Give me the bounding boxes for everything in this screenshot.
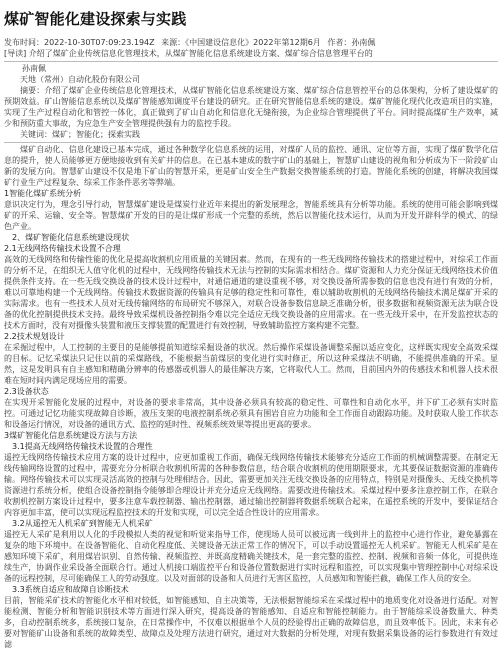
article-title: 煤矿智能化建设探索与实践 <box>4 10 187 28</box>
section-heading: 2.2技术规划设计 <box>4 332 65 341</box>
body-paragraph: 在采掘过程中，人工控制的主要目的是能够提前知道综采掘设备的状况。然后操作采煤设备调整采掘以适应变化，这样既实现安全高效采煤的目标。记忆采煤法只记住以前的采煤路线，不能根据当前煤层的变化进行实时修正，所以这种采煤法不明确，不能提供准确的开采。显然，这是发明具有自主感知和精确分辨率的传感器或机器人的最佳解决方案，它将取代人工。然而，目前国内外的传感技术和机器人技术很难在短时间内满足现场应用的需要。 <box>4 343 498 385</box>
body-paragraph: 遥控无线网络传输技术应用方案的设计过程中，应更加重视工作面，确保无线网络传输技术能够充分适应工作面的机械调整需要。在制定无线传输网络设置的过程中，需要充分分析联合收割机所需的各种参数信息，结合联合收割机的使用期限要求，尤其要保证数据资源的准确传输。网络传输技术可以实现灵活高效的控制与处理相结合。因此，需要更加关注无线交换设备的应用特点，特别是对摄像头、无线交换机等资源进行系统分析，使组合设备控制指令能够即合理设计并充分适应无线网络。需要改进传输技术。采煤过程中要多注意控制工作，在联合收割机控制方案设计过程中，要多注意车载控制器、输出控制器，通过输出控制器将数据系统联合起来，在遥控系统的开发中，要保证结合内容更加丰富，使可以实现远程监控技术的开发和实现，可以完全适合性设计的应用需求。 <box>4 453 498 517</box>
body-paragraph: 遥控无人采矿是利用以人化的手段模拟人类的视觉和听觉来指导工作，使现场人员可以被远离一线到井上的监控中心进行作业，避免暴露在复杂的地下环境中。在设备智能化、自动化程度低、关键设备无法正常工作的情况下，可以手动设置遥控无人机采矿。智能无人机采矿是在感知环境下采矿，利用煤岩识别、自然传输、视频监控、并既高度精确关键技术，是一套完整的监控、控制、视频和音频一体化，可提供连续生产，协调作业采设备全面联合行。通过人机接口端监控平台和设备位置数据进行实时远程和监控，可以实现集中管理控制中心对综采设备的远程控制，尽可能确保工人的劳动强度。以及对面部的设备和人员进行无害区监控，人员感知和智能拦截，确保工作人员的安全。 <box>4 530 498 583</box>
body-divider <box>4 142 498 143</box>
section-heading: 3.3系统自适应和故障自诊断技术 <box>12 585 129 594</box>
section-heading: 3.1提高无线网络传输技术设置的合理性 <box>12 442 153 451</box>
section-heading: 1智能化煤矿系统分析 <box>4 189 82 198</box>
author-affiliation: 天地（常州）自动化股份有限公司 <box>20 75 140 84</box>
body-paragraph: 意识决定行为，理念引导行动，智慧煤矿建设是煤炭行业近年来提出的新发展理念，智能系统具有分析等功能。系统的使用可能会影响到煤矿的开采、运输、安全等。智慧煤矿开发的目的是让煤矿形成一个完整的系统，然后以智能化技术运行，从而为开发开辟科学的模式、的绿色产业。 <box>4 200 498 231</box>
body-paragraph: 在实现开采智能化发展的过程中，对设备的要求非常高，其中设备必须具有较高的稳定性、可靠性和自动化水平，并下矿工必须有实时监控。可通过记忆功能实现故障自诊断，液压支架的电液控制系统必须具有围岩自应力功能和全工作面自动跟踪功能。及时获取人脸工作状态和设备运行情况，对设备的通讯方式、监控的延时性、视频系统效果等提出更高的要求。 <box>4 398 498 429</box>
article-source: 来源：《中国建设信息化》2022年第12期6月 <box>161 38 321 47</box>
summary-paragraph: 摘要：介绍了煤矿企业传统信息化管理技术，从煤矿智能化信息系统建设方案、煤矿综合信息管控平台的总体架构，分析了建设煤矿的预期效益。矿山智能信息系统以及煤矿智能感知调度平台建设的研究。正在研究智能信息系统的建设。煤矿智能化现代化改造项目的实施，实现了生产过程自动化和管控一体化，真正做到了矿山自动化和信息化无缝衔接，为企业综合管理提供了平台。同时提高煤矿生产效率，减少和预防重大事故，为应急生产安全管理提供强有力的监控手段。 <box>4 86 498 128</box>
section-heading: 3煤矿智能化信息系统建设方法与方法 <box>4 431 138 440</box>
section-heading: 2.1无线网络传输技术设置不合理 <box>4 244 121 253</box>
publish-time: 发布时间：2022-10-30T07:09:23.194Z <box>4 38 155 47</box>
document-page <box>0 9 502 650</box>
section-heading: 2、煤矿智能化信息系统建设现状 <box>12 233 130 242</box>
article-author: 作者：孙南佩 <box>327 38 376 47</box>
body-paragraph: 煤矿自动化、信息化建设已基本完成，通过各种数学化信息系统的运用，对煤矿人员的监控、通讯、定位等方面，实现了煤矿数学化信息的提升，使人员能够更方便地接收到有关矿井的信息。在已基本建成的数字矿山的基础上，智慧矿山建设的视角和分析成为下一阶段矿山新的发展方向。智慧矿山建设不仅是地下矿山的智慧开采，更是矿山安全生产数据交换智能系统的打造。智能化系统的创建，将解决我国煤矿行业生产过程复杂、综采工作条件恶劣等弊端。 <box>4 145 498 187</box>
article-meta <box>4 37 498 48</box>
author-name: 孙南佩 <box>22 64 46 73</box>
body-paragraph: 高效的无线网络和传输性能的优化是提高收割机应用质量的关键因素。然而，在现有的一些无线网络传输技术的搭建过程中，对综采工作面的分析不足，在组织无人值守化机的过程中，无线网络传输技术无法与控制的实际需求相结合。煤矿资源和人力充分保证无线网络技术价值提供条件支持。在一些无线交换设备的技术设计过程中，对通信通道的建设重视不够，对交换设备所需参数的信息也没有进行有效的分析，难以可靠地构建一个无线网络。传输技术数据资源的传输具有足够的稳定性和可靠性，难以辅助收割机的无线网络传输技术满足煤矿开采的实际需求。也有一些技术人员对无线传输网络的布局研究不够深入，对联合设备参数信息缺乏准确分析，很多数据和视频资源无法为联合设备的优化控制提供技术支持。最终导致采煤机设备控制指令难以完全适应无线交换设备的应用需求。在一些无线开采中，在开发监控状态的技术方面时，没有对摄像头装置和液压支撑装置的配置进行有效控制，导致辅助监控方案构建不完整。 <box>4 255 498 330</box>
section-heading: 3.2从遥控无人机采矿到智能无人机采矿 <box>12 519 153 528</box>
header-divider <box>4 61 498 62</box>
section-heading: 2.3设备状态 <box>4 387 49 396</box>
article-body <box>4 144 498 650</box>
article-lead: [导读] 介绍了煤矿企业传统信息化管理技术，从煤矿智能化信息系统建设方案、煤矿综合信息管理平台的 <box>4 49 373 58</box>
keywords: 关键词：煤矿；智能化；探索实践 <box>20 130 140 139</box>
body-paragraph: 目前，智能采矿技术的智能化水平相对较低，如智能感知、自主决策等，无法根据智能综采在采煤过程中的地质变化对设备进行适配。对智能检测、智能分析和智能识别技术等方面进行深入研究，提高设备的智能感知、自适应和智能控制能力。由于智能综采设备数量大、种类多，自动控制系统多，系统接口复杂，在日常操作中，不仅难以根据单个人员的经验得出正确的故障信息，而且效率低下。因此，未来有必要对智能矿山设备和系统的故障类型、故障点及处理方法进行研究，通过对大数据的分析处理，对现有数据采集设备的运行参数进行有效过滤 <box>4 596 498 649</box>
